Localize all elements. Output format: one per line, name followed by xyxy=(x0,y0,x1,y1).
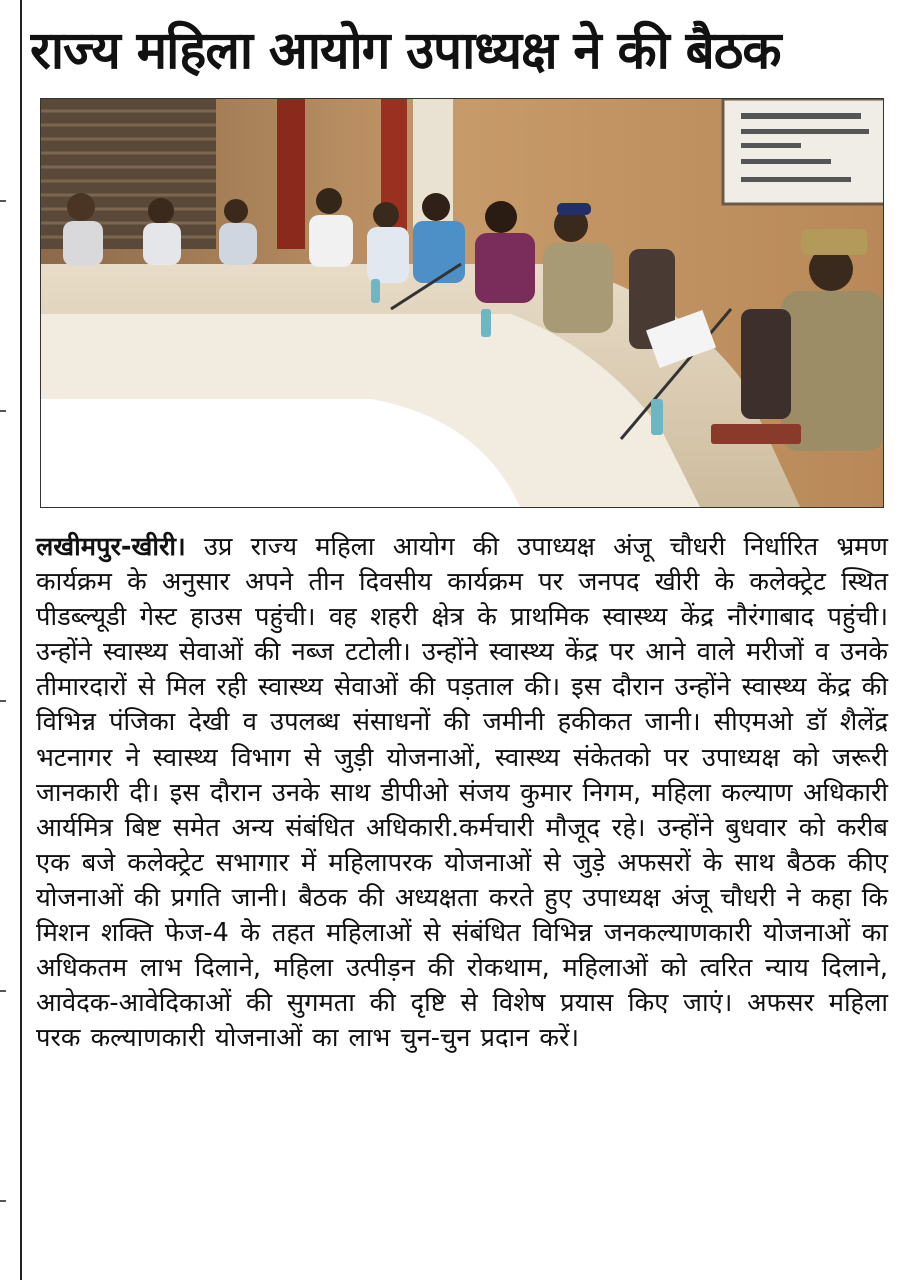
dateline: लखीमपुर-खीरी। xyxy=(36,532,186,562)
margin-tick xyxy=(0,410,6,412)
column-rule xyxy=(20,0,22,1280)
margin-tick xyxy=(0,1200,6,1202)
margin-tick xyxy=(0,200,6,202)
headline: राज्य महिला आयोग उपाध्यक्ष ने की बैठक xyxy=(30,21,781,81)
meeting-photo xyxy=(40,98,884,508)
margin-tick xyxy=(0,990,6,992)
article-text: उप्र राज्य महिला आयोग की उपाध्यक्ष अंजू चौधरी निर्धारित भ्रमण कार्यक्रम के अनुसार अपने तीन दिवसीय कार्यक्रम पर जनपद खीरी के कलेक्ट्रेट स्थित पीडब्ल्यूडी गेस्ट हाउस पहुंची। वह शहरी क्षेत्र के प्राथमिक स्वास्थ्य केंद्र नौरंगाबाद पहुंची। उन्होंने स्वास्थ्य सेवाओं की नब्ज टटोली। उन्होंने स्वास्थ्य केंद्र पर आने वाले मरीजों व उनके तीमारदारों से मिल रही स्वास्थ्य सेवाओं की पड़ताल की। इस दौरान उन्होंने स्वास्थ्य केंद्र की विभिन्न पंजिका देखी व उपलब्ध संसाधनों की जमीनी हकीकत जानी। सीएमओ डॉ शैलेंद्र भटनागर ने स्वास्थ्य विभाग से जुड़ी योजनाओं, स्वास्थ्य संकेतको पर उपाध्यक्ष को जरूरी जानकारी दी। इस दौरान उनके साथ डीपीओ संजय कुमार निगम, महिला कल्याण अधिकारी आर्यमित्र बिष्ट समेत अन्य संबंधित अधिकारी.कर्मचारी मौजूद रहे। उन्होंने बुधवार को करीब एक बजे कलेक्ट्रेट सभागार में महिलापरक योजनाओं से जुड़े अफसरों के साथ बैठक कीए योजनाओं की प्रगति जानी। बैठक की अध्यक्षता करते हुए उपाध्यक्ष अंजू चौधरी ने कहा कि मिशन शक्ति फेज-4 के तहत महिलाओं से संबंधित विभिन्न जनकल्याणकारी योजनाओं का अधिकतम लाभ दिलाने, महिला उत्पीड़न की रोकथाम, महिलाओं को त्वरित न्याय दिलाने, आवेदक-आवेदिकाओं की सुगमता की दृष्टि से विशेष प्रयास किए जाएं। अफसर महिला परक कल्याणकारी योजनाओं का लाभ चुन-चुन प्रदान करें। xyxy=(36,532,888,1054)
article-body xyxy=(36,530,888,1056)
margin-tick xyxy=(0,700,6,702)
